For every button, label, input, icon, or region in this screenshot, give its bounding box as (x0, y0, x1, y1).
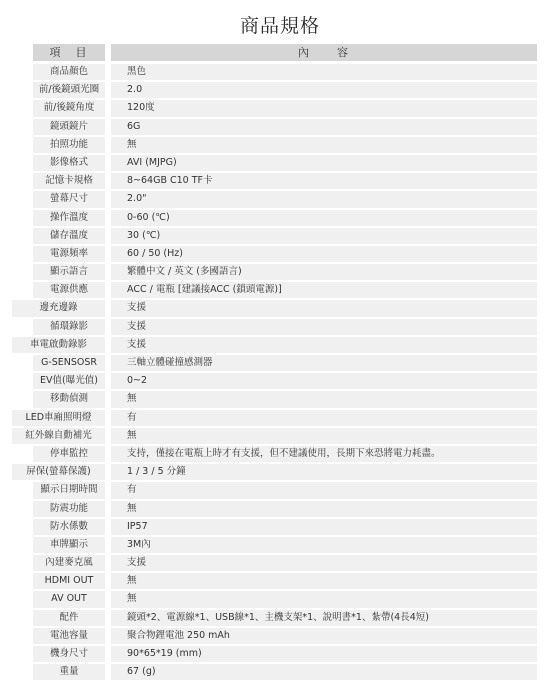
spec-value: 1 / 3 / 5 分鐘 (111, 464, 537, 480)
spec-label: 商品顏色 (33, 64, 105, 80)
table-row (0, 263, 560, 281)
table-row (0, 627, 560, 645)
spec-value: 鏡頭*2、電源線*1、USB線*1、主機支架*1、說明書*1、紮帶(4長4短) (111, 610, 537, 626)
spec-label: 屏保(螢幕保護) (12, 464, 105, 480)
spec-value: 60 / 50 (Hz) (111, 246, 537, 262)
spec-value: 三軸立體碰撞感測器 (111, 355, 537, 371)
spec-label: 前/後鏡頭光圈 (33, 82, 105, 98)
spec-label: 螢幕尺寸 (33, 191, 105, 207)
table-row (0, 409, 560, 427)
table-row (0, 609, 560, 627)
spec-label: 記憶卡規格 (33, 173, 105, 189)
spec-value: 無 (111, 573, 537, 589)
spec-value: 繁體中文 / 英文 (多國語言) (111, 264, 537, 280)
spec-label: 鏡頭鏡片 (33, 119, 105, 135)
spec-label: 電池容量 (33, 628, 105, 644)
spec-value: 聚合物鋰電池 250 mAh (111, 628, 537, 644)
spec-label: 停車監控 (33, 446, 105, 462)
table-row (0, 281, 560, 299)
table-row (0, 81, 560, 99)
spec-label: 重量 (33, 664, 105, 680)
spec-value: 無 (111, 501, 537, 517)
spec-value: 黑色 (111, 64, 537, 80)
table-row (0, 427, 560, 445)
spec-label: AV OUT (33, 591, 105, 607)
table-row (0, 209, 560, 227)
spec-label: 循環錄影 (33, 319, 105, 335)
spec-label: G-SENSOSR (33, 355, 105, 371)
spec-value: 3M內 (111, 537, 537, 553)
spec-label: 紅外線自動補光 (12, 428, 105, 444)
table-row (0, 336, 560, 354)
spec-value: 8~64GB C10 TF卡 (111, 173, 537, 189)
spec-label: 電源頻率 (33, 246, 105, 262)
spec-label: LED車廂照明燈 (12, 410, 105, 426)
table-row (0, 390, 560, 408)
spec-value: 有 (111, 410, 537, 426)
spec-label: 機身尺寸 (33, 646, 105, 662)
spec-label: 移動偵測 (33, 391, 105, 407)
spec-value: 67 (g) (111, 664, 537, 680)
table-row (0, 481, 560, 499)
table-row (0, 372, 560, 390)
spec-label: 影像格式 (33, 155, 105, 171)
spec-value: 6G (111, 119, 537, 135)
spec-label: 車電啟動錄影 (12, 337, 105, 353)
table-row (0, 190, 560, 208)
spec-value: AVI (MJPG) (111, 155, 537, 171)
table-row (0, 536, 560, 554)
spec-label: 顯示日期時間 (33, 482, 105, 498)
table-row (0, 518, 560, 536)
spec-value: 30 (℃) (111, 228, 537, 244)
table-row (0, 554, 560, 572)
table-row (0, 354, 560, 372)
spec-value: 120度 (111, 100, 537, 116)
table-row (0, 663, 560, 681)
table-row (0, 572, 560, 590)
spec-label: 顯示語言 (33, 264, 105, 280)
spec-value: IP57 (111, 519, 537, 535)
spec-value: 支援 (111, 319, 537, 335)
spec-label: 儲存溫度 (33, 228, 105, 244)
spec-value: 無 (111, 391, 537, 407)
spec-value: 支持，僅接在電瓶上時才有支援，但不建議使用，長期下來恐將電力耗盡。 (111, 446, 537, 462)
spec-label: 前/後鏡角度 (33, 100, 105, 116)
spec-label: 電源供應 (33, 282, 105, 298)
spec-value: ACC / 電瓶 [建議接ACC (鎖頭電源)] (111, 282, 537, 298)
spec-value: 無 (111, 428, 537, 444)
spec-value: 2.0 (111, 82, 537, 98)
spec-label: 配件 (33, 610, 105, 626)
spec-label: 邊充邊錄 (12, 300, 105, 316)
table-row (0, 445, 560, 463)
spec-label: HDMI OUT (33, 573, 105, 589)
header-content: 內 容 (111, 44, 537, 61)
table-row (0, 227, 560, 245)
spec-label: 車牌顯示 (33, 537, 105, 553)
table-row (0, 172, 560, 190)
spec-value: 無 (111, 137, 537, 153)
spec-value: 支援 (111, 337, 537, 353)
spec-value: 支援 (111, 300, 537, 316)
spec-value: 90*65*19 (mm) (111, 646, 537, 662)
spec-label: 操作溫度 (33, 210, 105, 226)
table-row (0, 63, 560, 81)
spec-value: 支援 (111, 555, 537, 571)
table-row (0, 590, 560, 608)
spec-label: 防水係數 (33, 519, 105, 535)
table-row (0, 154, 560, 172)
spec-label: 拍照功能 (33, 137, 105, 153)
table-row (0, 318, 560, 336)
table-row (0, 99, 560, 117)
spec-table (0, 63, 560, 681)
page-title: 商品規格 (239, 15, 320, 37)
table-row (0, 299, 560, 317)
spec-label: EV值(曝光值) (33, 373, 105, 389)
header-item: 項 目 (33, 44, 105, 61)
spec-value: 有 (111, 482, 537, 498)
table-row (0, 463, 560, 481)
table-row (0, 136, 560, 154)
table-row (0, 245, 560, 263)
spec-label: 內建麥克風 (33, 555, 105, 571)
spec-label: 防震功能 (33, 501, 105, 517)
spec-value: 0-60 (℃) (111, 210, 537, 226)
table-row (0, 645, 560, 663)
table-row (0, 500, 560, 518)
spec-value: 0~2 (111, 373, 537, 389)
spec-value: 無 (111, 591, 537, 607)
table-row (0, 118, 560, 136)
spec-value: 2.0" (111, 191, 537, 207)
